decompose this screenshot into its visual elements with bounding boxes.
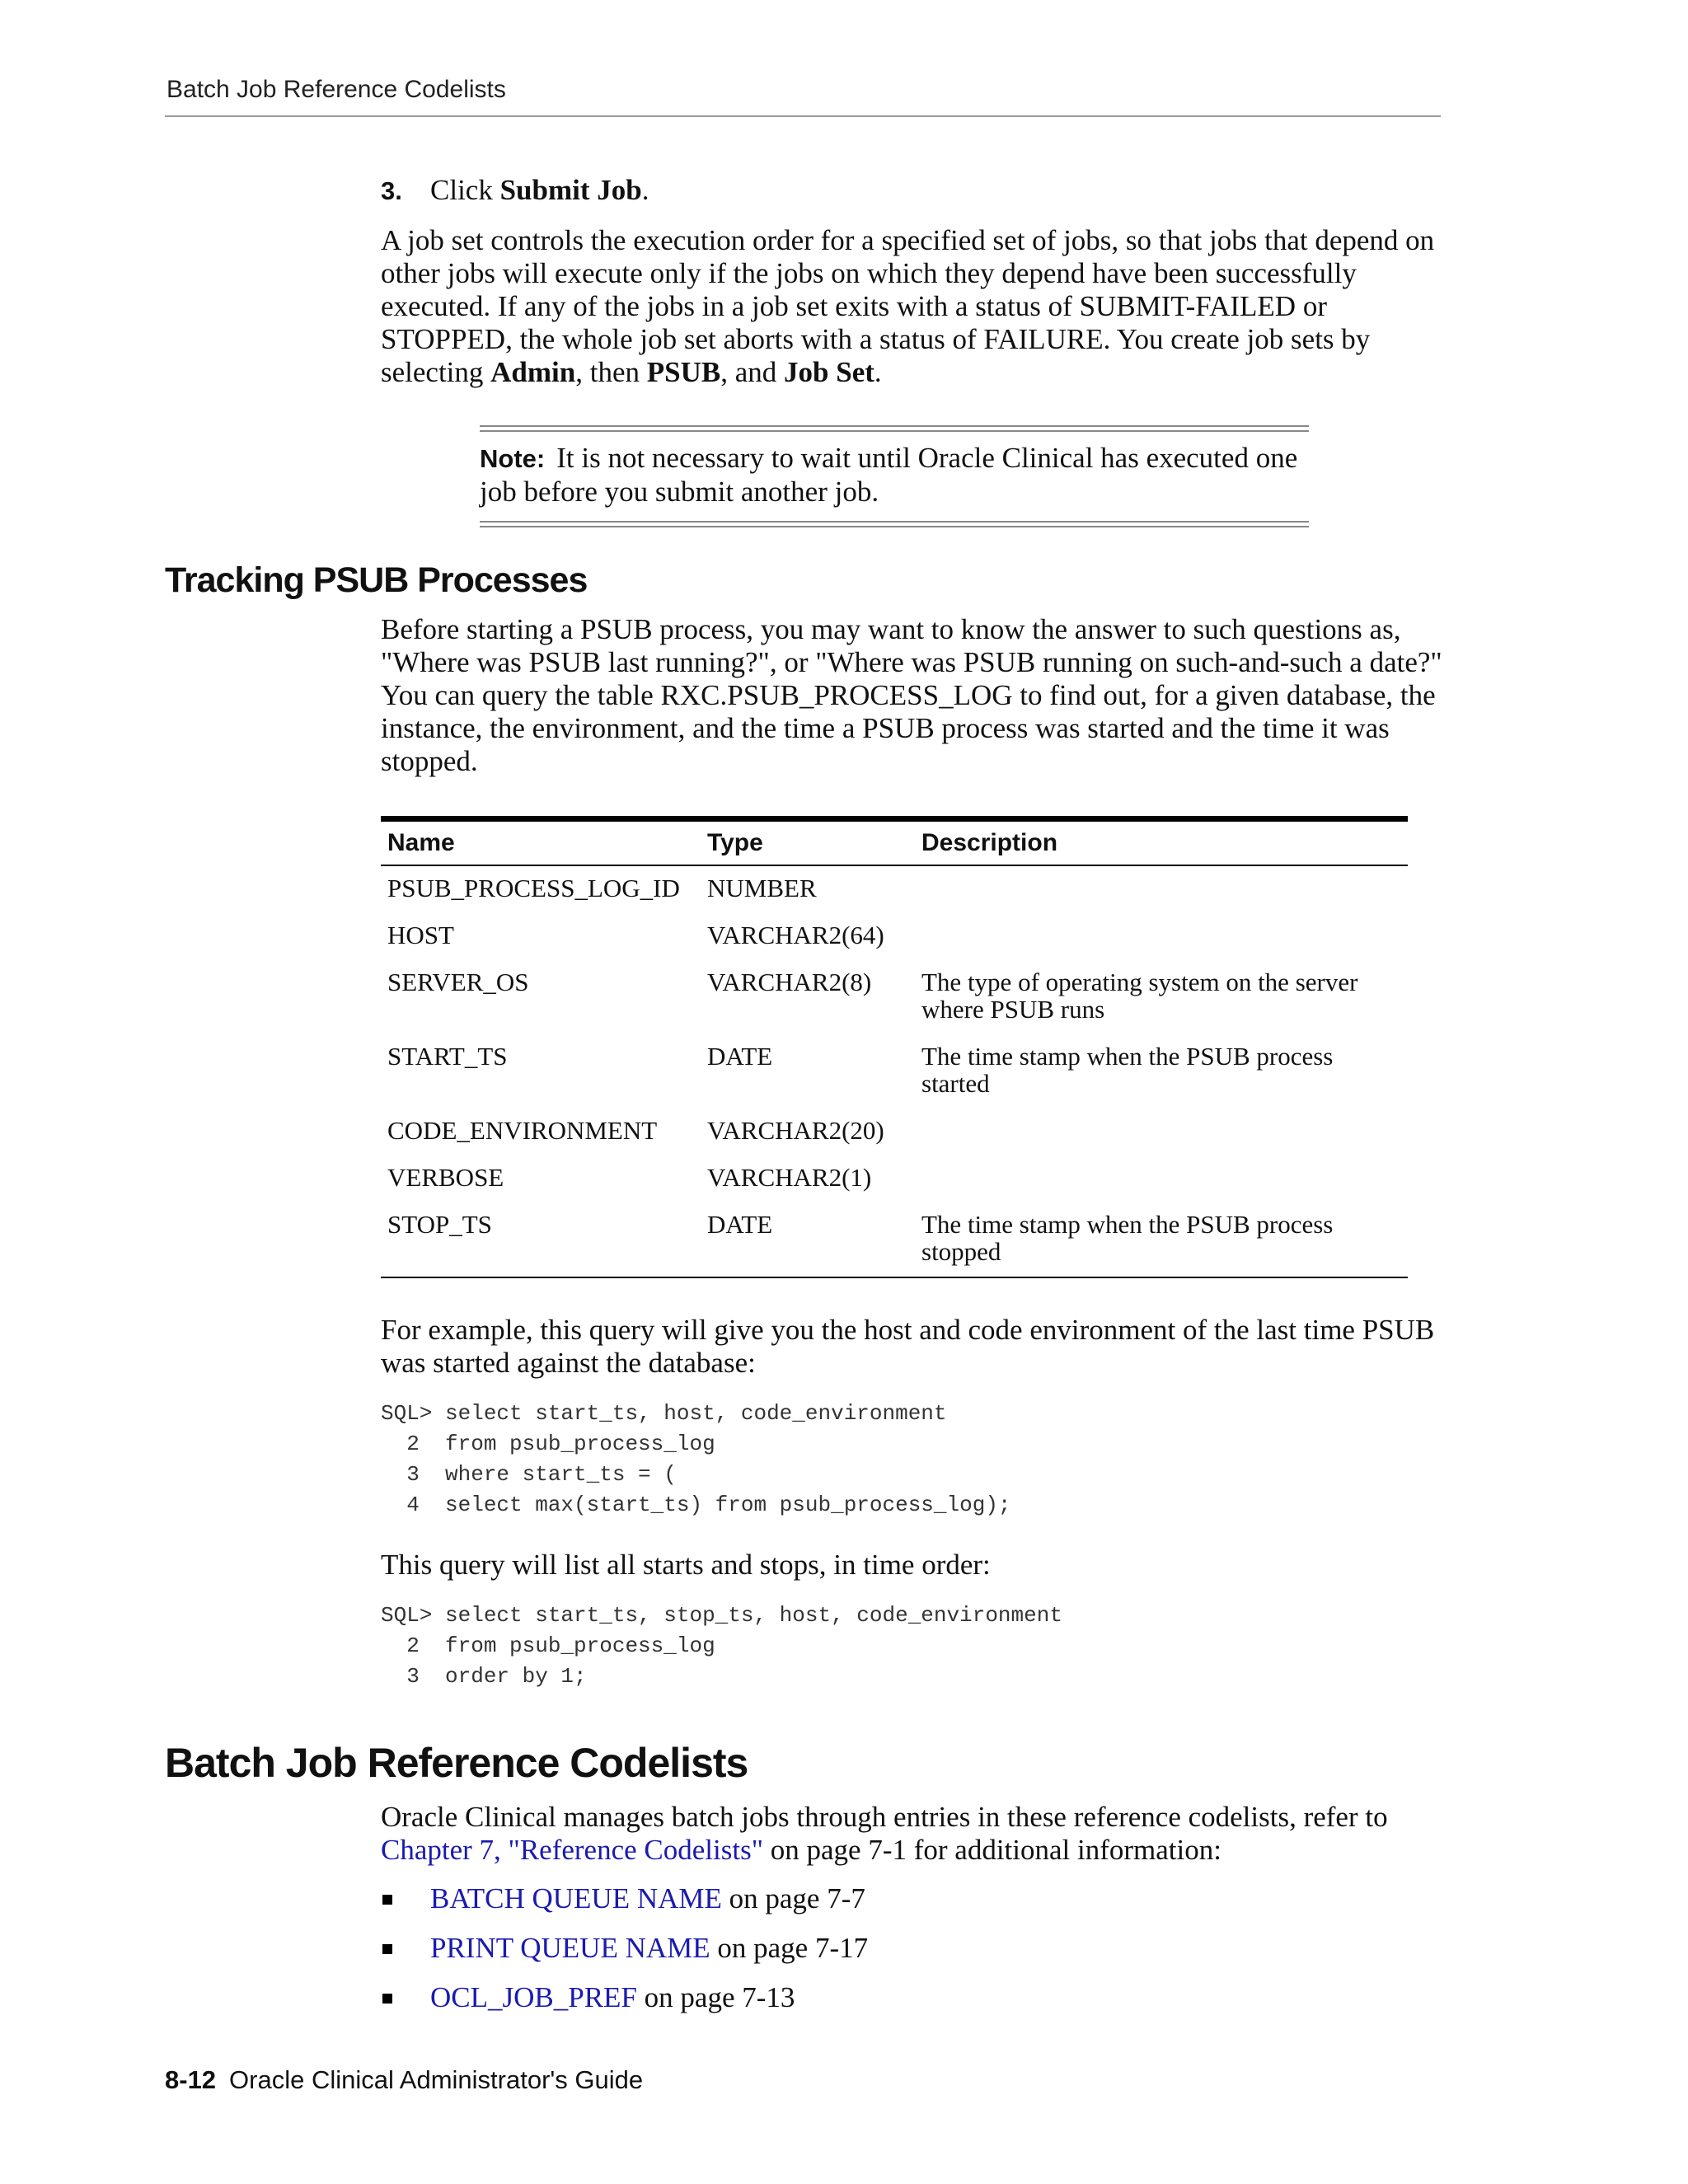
bullet-square-icon xyxy=(382,1895,392,1905)
note-box xyxy=(480,425,1309,531)
heading-batch-job-codelists: Batch Job Reference Codelists xyxy=(165,1740,748,1786)
page-ref: on page 7-13 xyxy=(636,1981,795,2013)
list-item xyxy=(381,1981,795,2014)
intro-and: , and xyxy=(720,356,785,388)
list-item xyxy=(381,1932,868,1965)
cell-name: HOST xyxy=(387,921,454,949)
header-rule xyxy=(165,115,1441,117)
table-row xyxy=(381,913,1408,960)
batch-paragraph-end: on page 7-1 for additional information: xyxy=(763,1834,1221,1866)
cell-type: DATE xyxy=(707,1210,773,1239)
cell-name: CODE_ENVIRONMENT xyxy=(387,1116,658,1145)
cell-description: The time stamp when the PSUB process stopped xyxy=(921,1210,1334,1266)
cell-name: START_TS xyxy=(387,1042,508,1071)
header-type: Type xyxy=(707,829,763,856)
batch-paragraph xyxy=(381,1801,1452,1867)
psub-label: PSUB xyxy=(646,356,721,388)
table-row xyxy=(381,1202,1408,1277)
intro-text: A job set controls the execution order for a specified set of jobs, so that jobs that depend on other jobs will execute only if the jobs on which they depend have been successfully executed. If any of the jobs in a job set exits with a status of SUBMIT-FAILED or STOPPED, the whole job set aborts with a status of FAILURE. You create job sets by selecting xyxy=(381,224,1435,388)
intro-paragraph xyxy=(381,224,1452,389)
cell-description: The time stamp when the PSUB process started xyxy=(921,1042,1334,1098)
batch-paragraph-start: Oracle Clinical manages batch jobs through entries in these reference codelists, refer to xyxy=(381,1801,1388,1833)
step-suffix: . xyxy=(641,174,649,206)
page-number: 8-12 xyxy=(165,2065,217,2094)
page-footer xyxy=(165,2065,643,2095)
cell-name: SERVER_OS xyxy=(387,968,529,996)
cell-type: VARCHAR2(1) xyxy=(707,1163,872,1192)
tracking-paragraph: Before starting a PSUB process, you may want to know the answer to such questions as, "Where was PSUB last running?", or "Where was PSUB running on such-and-such a date?" You can query the table RXC.PSUB_PROCESS_LOG to find out, for a given database, the instance, the environment, and the time a PSUB process was started and the time it was stopped. xyxy=(381,613,1442,777)
psub-process-log-table xyxy=(381,816,1408,1278)
cell-description xyxy=(921,921,1408,949)
cell-name: STOP_TS xyxy=(387,1210,492,1239)
note-text xyxy=(480,442,1309,509)
heading-tracking-psub: Tracking PSUB Processes xyxy=(165,560,588,600)
example-paragraph: For example, this query will give you the host and code environment of the last time PSUB was started against the database: xyxy=(381,1314,1435,1379)
step-prefix: Click xyxy=(430,174,500,206)
cell-description xyxy=(921,1164,1408,1191)
table-header-row xyxy=(381,822,1408,866)
code-example-last-start: SQL> select start_ts, host, code_environment 2 from psub_process_log 3 where start_ts = ( 4 select max(start_ts) from psub_process_log); xyxy=(381,1401,1011,1517)
list-paragraph: This query will list all starts and stops, in time order: xyxy=(381,1549,991,1581)
table-row xyxy=(381,1155,1408,1202)
admin-label: Admin xyxy=(490,356,576,388)
cell-type: NUMBER xyxy=(707,874,817,902)
ocl-job-pref-link[interactable]: OCL_JOB_PREF xyxy=(430,1981,637,2013)
step-3 xyxy=(381,174,1452,208)
table-row xyxy=(381,1034,1408,1108)
bullet-square-icon xyxy=(382,1994,392,2004)
header-description: Description xyxy=(921,829,1058,856)
cell-description: The type of operating system on the server where PSUB runs xyxy=(921,968,1358,1024)
cell-description xyxy=(921,874,1408,902)
note-rule-top xyxy=(480,425,1309,432)
note-rule-bottom xyxy=(480,521,1309,527)
chapter-7-link[interactable]: Chapter 7, "Reference Codelists" xyxy=(381,1834,763,1866)
step-number: 3. xyxy=(381,176,402,205)
cell-description xyxy=(921,1117,1408,1144)
note-body: It is not necessary to wait until Oracle Clinical has executed one job before you submit another job. xyxy=(480,442,1298,508)
page-ref: on page 7-7 xyxy=(721,1882,865,1915)
running-header: Batch Job Reference Codelists xyxy=(166,76,506,103)
job-set-label: Job Set xyxy=(784,356,874,388)
list-item xyxy=(381,1882,865,1915)
print-queue-name-link[interactable]: PRINT QUEUE NAME xyxy=(430,1932,710,1964)
bullet-square-icon xyxy=(382,1944,392,1954)
book-title: Oracle Clinical Administrator's Guide xyxy=(229,2065,644,2094)
table-row xyxy=(381,960,1408,1034)
cell-type: DATE xyxy=(707,1042,773,1071)
code-example-all-starts: SQL> select start_ts, stop_ts, host, code_environment 2 from psub_process_log 3 order by 1; xyxy=(381,1603,1062,1689)
cell-type: VARCHAR2(64) xyxy=(707,921,884,949)
cell-name: PSUB_PROCESS_LOG_ID xyxy=(387,874,680,902)
header-name: Name xyxy=(387,829,455,856)
page-ref: on page 7-17 xyxy=(710,1932,869,1964)
intro-then: , then xyxy=(575,356,647,388)
intro-end: . xyxy=(874,356,882,388)
submit-job-label: Submit Job xyxy=(499,174,642,206)
cell-type: VARCHAR2(20) xyxy=(707,1116,884,1145)
table-row xyxy=(381,866,1408,913)
table-row xyxy=(381,1108,1408,1155)
batch-queue-name-link[interactable]: BATCH QUEUE NAME xyxy=(430,1882,722,1915)
cell-name: VERBOSE xyxy=(387,1163,504,1192)
cell-type: VARCHAR2(8) xyxy=(707,968,872,996)
note-label: Note: xyxy=(480,444,546,473)
